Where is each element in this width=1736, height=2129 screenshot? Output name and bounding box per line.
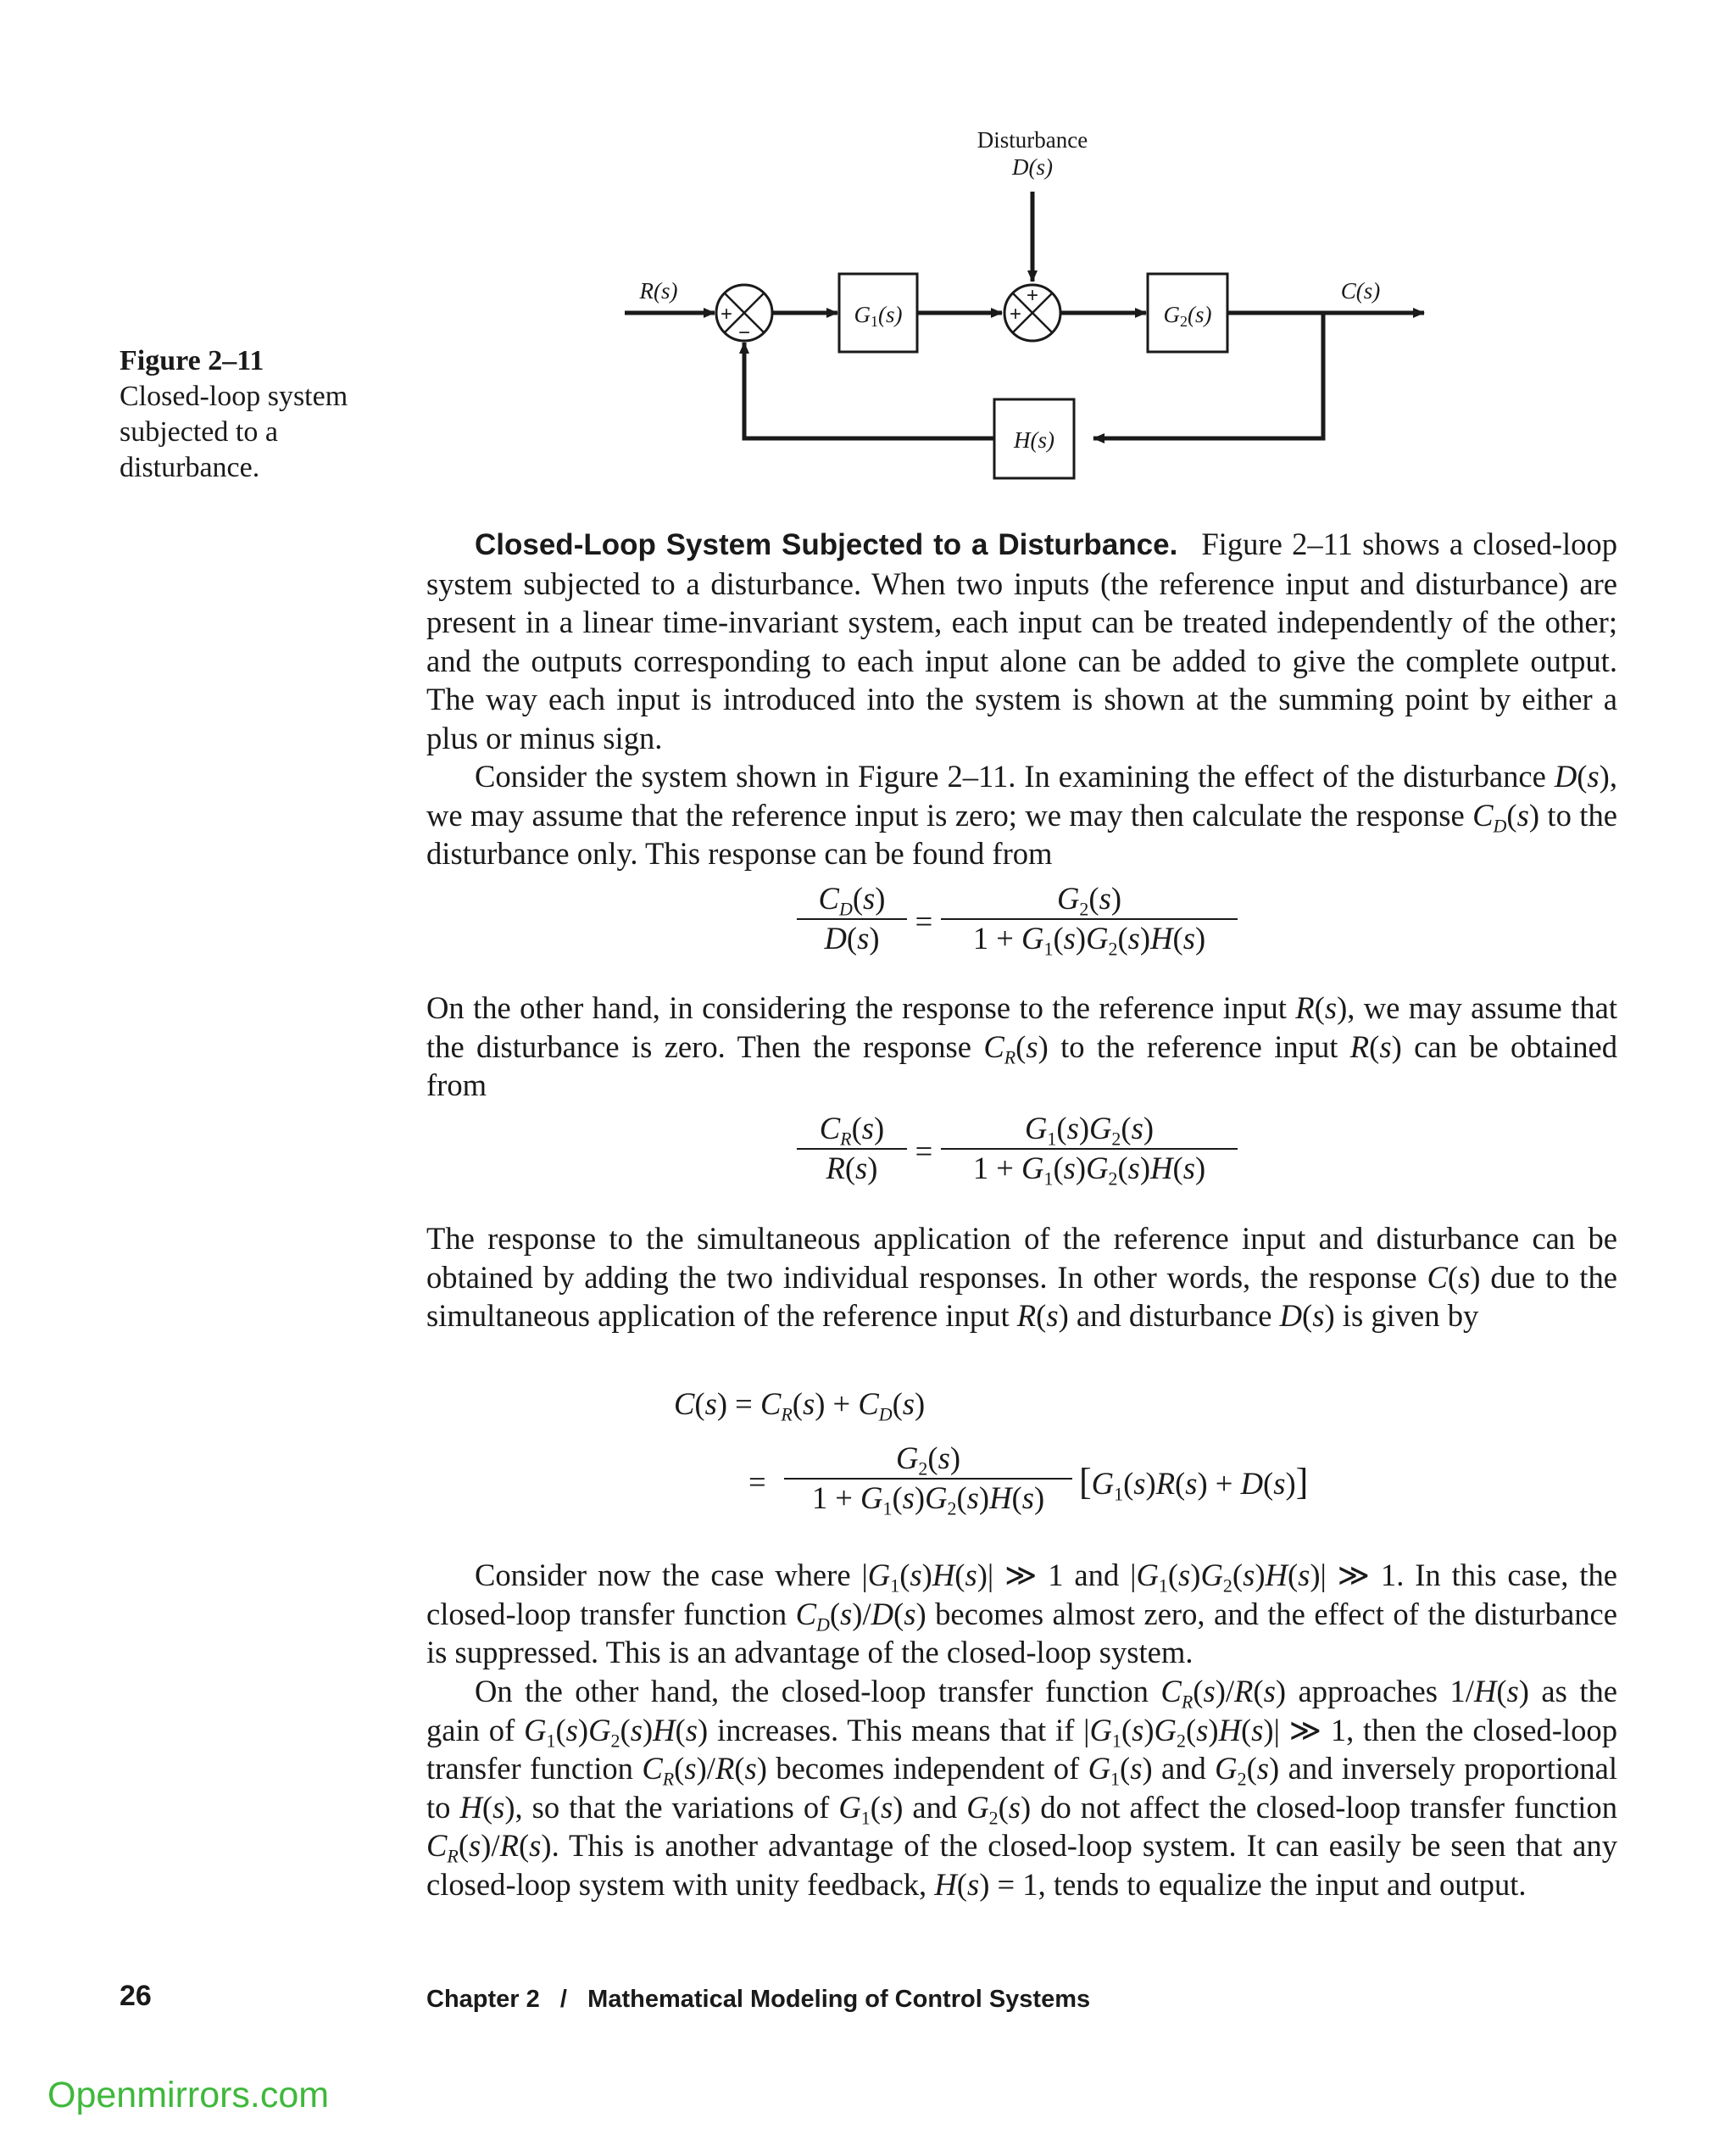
disturbance-label: Disturbance [976, 127, 1088, 153]
running-head: Chapter 2 / Mathematical Modeling of Control Systems [426, 1986, 1091, 2013]
paragraph-3: On the other hand, in considering the response to the reference input R(s), we may assume that the disturbance is zero. Then the response $C_R(s)$ to the reference input R(s) can be obtained from [426, 990, 1618, 1103]
paragraph-4: The response to the simultaneous application of the reference input and disturbance can be obtained by adding the two individual responses. In other words, the response C(s) due to the simultaneous application of the reference input R(s) and disturbance D(s) is given by [426, 1221, 1617, 1334]
paragraph-1 [426, 525, 1617, 758]
watermark-link[interactable]: Openmirrors.com [47, 2075, 330, 2115]
sum2-left-plus-sign: + [1009, 303, 1022, 326]
equation-cr-over-r: $C_R(s)$ R(s) = $G_1(s)G_2(s)$ $1 + G_1(s)G_2(s)H(s)$ [797, 1113, 1238, 1207]
summing-junction-1 [716, 285, 772, 344]
paragraph-2: Consider the system shown in Figure 2–11. In examining the effect of the disturbance D(s), we may assume that the reference input is zero; we may then calculate the response $C_D(s)$ to the disturbance only. This response can be found from [426, 759, 1617, 872]
sum1-minus-sign: − [737, 321, 751, 344]
equation-cd-over-d: $C_D(s)$ D(s) = $G_2(s)$ $1 + G_1(s)G_2(s)H(s)$ [797, 883, 1238, 977]
equation-total-response: $C(s) = C_R(s) + C_D(s)$ = $G_2(s)$ $1 + G_1(s)G_2(s)H(s)$ $[G_1(s)R(s) + D(s)]$ [674, 1386, 1309, 1519]
summing-junction-2 [1004, 284, 1060, 341]
feedback-line-left [744, 343, 994, 438]
block-g1-label: G1(s) [854, 302, 903, 330]
paragraph-1-body: Figure 2–11 shows a closed-loop system subjected to a disturbance. When two inputs (the reference input and disturbance) are present in a linear time-invariant system, each input can be treated independently of the other; and the outputs corresponding to each input alone can be added to give the complete output. The way each input is introduced into the system is shown at the summing point by either a plus or minus sign. [426, 527, 1618, 755]
figure-caption-label: Figure 2–11 [120, 345, 264, 376]
paragraph-5: Consider now the case where $|G_1(s)H(s)|$ ≫ 1 and $|G_1(s)G_2(s)H(s)|$ ≫ 1. In this case, the closed-loop transfer function $C_D(s)/D(s)$ becomes almost zero, and the effect of the disturbance is suppressed. This is an advantage of the closed-loop system. [426, 1558, 1617, 1670]
sum1-plus-sign: + [720, 303, 733, 326]
paragraph-6: On the other hand, the closed-loop transfer function $C_R(s)/R(s)$ approaches 1/H(s) as the gain of $G_1(s)G_2(s)H(s)$ increases. This means that if $|G_1(s)G_2(s)H(s)|$ ≫ 1, then the closed-loop transfer function $C_R(s)/R(s)$ becomes independent of $G_1(s)$ and $G_2(s)$ and inversely proportional to H(s), so that the variations of $G_1(s)$ and $G_2(s)$ do not affect the closed-loop transfer function $C_R(s)/R(s)$. This is another advantage of the closed-loop system. It can easily be seen that any closed-loop system with unity feedback, H(s) = 1, tends to equalize the input and output. [426, 1674, 1618, 1902]
block-h-label: H(s) [1014, 427, 1054, 453]
block-g2-label: G2(s) [1163, 302, 1212, 330]
paragraph-run-in-heading: Closed-Loop System Subjected to a Disturbance. [475, 528, 1178, 561]
output-signal-label: C(s) [1340, 278, 1381, 304]
input-signal-label: R(s) [639, 278, 678, 304]
disturbance-signal-label: D(s) [1011, 154, 1054, 180]
page-number: 26 [120, 1980, 152, 2012]
sum2-top-plus-sign: + [1026, 284, 1039, 307]
figure-caption-text: Closed-loop system subjected to a disturbance. [120, 381, 348, 483]
figure-caption [120, 343, 374, 486]
